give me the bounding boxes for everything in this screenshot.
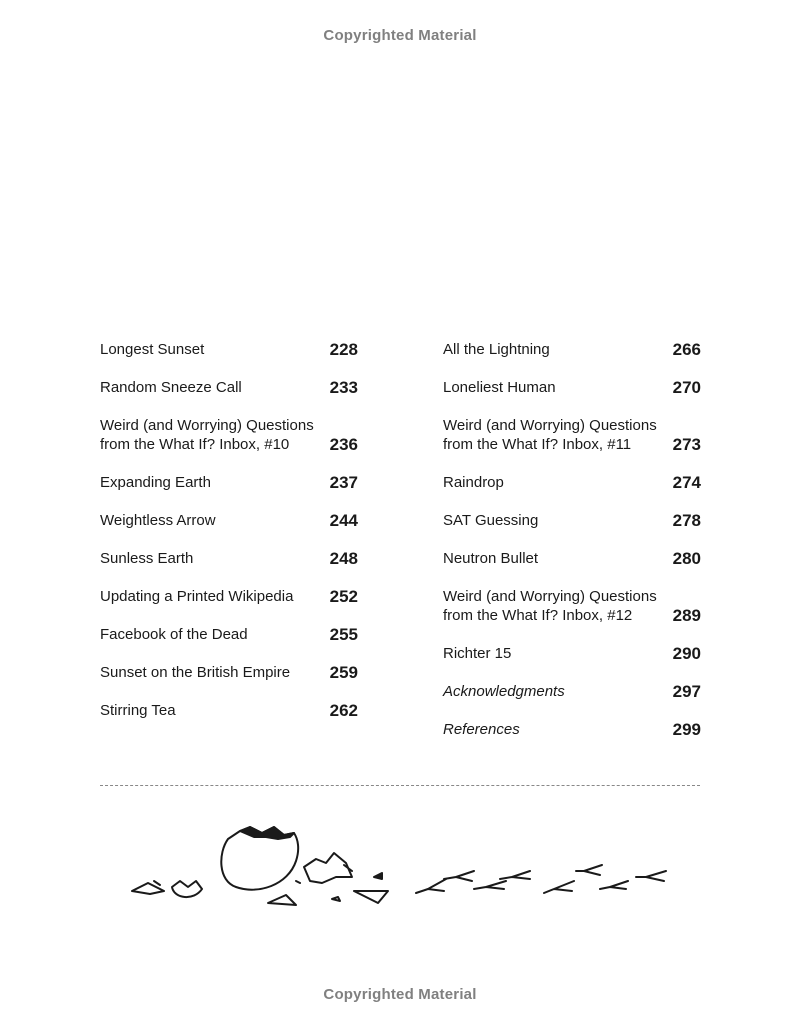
toc-entry-title: Sunless Earth: [100, 550, 194, 567]
toc-entry-title: Expanding Earth: [100, 474, 211, 491]
footprint-mark: [474, 881, 506, 889]
hatching-egg-illustration: [120, 815, 680, 915]
toc-entry[interactable]: [443, 511, 701, 530]
copyright-watermark-bottom: Copyrighted Material: [323, 986, 477, 1003]
toc-entry[interactable]: [100, 416, 358, 454]
shell-fragment: [268, 895, 296, 905]
copyright-watermark-top: Copyrighted Material: [323, 27, 477, 44]
toc-entry-title: Sunset on the British Empire: [100, 664, 291, 681]
toc-entry-title: References: [443, 721, 520, 738]
shell-fragment: [172, 881, 202, 897]
shell-fragment: [374, 873, 382, 879]
shell-fragment: [154, 881, 160, 885]
toc-entry-page: 262: [329, 701, 358, 720]
toc-column-right: [443, 340, 701, 758]
toc-entry-page: 248: [329, 549, 358, 568]
shell-fragment: [304, 853, 352, 883]
toc-entry-page: 252: [329, 587, 358, 606]
toc-entry-title: Weird (and Worrying) Questions from the What If? Inbox, #11: [443, 417, 657, 453]
toc-entry[interactable]: [100, 378, 358, 397]
shell-fragment: [332, 897, 340, 901]
toc-entry-page: 270: [672, 378, 701, 397]
toc-entry-title: Stirring Tea: [100, 702, 176, 719]
toc-entry-page: 233: [329, 378, 358, 397]
toc-entry[interactable]: [443, 587, 701, 625]
eggshell-top-fill: [240, 827, 294, 839]
footprint-mark: [444, 871, 474, 881]
toc-entry-page: 273: [672, 435, 701, 454]
toc-entry-page: 228: [329, 340, 358, 359]
toc-entry-title: Acknowledgments: [443, 683, 565, 700]
toc-entry-page: 289: [672, 606, 701, 625]
toc-entry-page: 236: [329, 435, 358, 454]
toc-entry-page: 274: [672, 473, 701, 492]
toc-entry-title: Loneliest Human: [443, 379, 556, 396]
toc-entry-title: Longest Sunset: [100, 341, 205, 358]
toc-entry[interactable]: [100, 625, 358, 644]
toc-entry[interactable]: [443, 416, 701, 454]
toc-entry-title: SAT Guessing: [443, 512, 539, 529]
toc-entry-title: All the Lightning: [443, 341, 550, 358]
footprint-mark: [416, 879, 446, 893]
toc-entry[interactable]: [100, 511, 358, 530]
toc-entry-title: Weird (and Worrying) Questions from the What If? Inbox, #12: [443, 588, 657, 624]
toc-entry-page: 266: [672, 340, 701, 359]
footprint-mark: [600, 881, 628, 889]
toc-entry-title: Weightless Arrow: [100, 512, 216, 529]
toc-entry-page: 259: [329, 663, 358, 682]
toc-entry-page: 255: [329, 625, 358, 644]
toc-entry[interactable]: [100, 340, 358, 359]
toc-entry-title: Random Sneeze Call: [100, 379, 242, 396]
toc-entry[interactable]: [443, 682, 701, 701]
toc-entry-page: 290: [672, 644, 701, 663]
toc-entry[interactable]: [100, 549, 358, 568]
toc-entry-page: 297: [672, 682, 701, 701]
shell-fragment: [296, 881, 300, 883]
toc-entry[interactable]: [100, 701, 358, 720]
footprint-mark: [576, 865, 602, 875]
footprint-mark: [636, 871, 666, 881]
toc-entry-title: Richter 15: [443, 645, 512, 662]
toc-entry-page: 299: [672, 720, 701, 739]
toc-entry[interactable]: [100, 473, 358, 492]
toc-entry[interactable]: [100, 587, 358, 606]
toc-entry-page: 244: [329, 511, 358, 530]
toc-entry[interactable]: [443, 340, 701, 359]
footprint-mark: [500, 871, 530, 879]
shell-fragment: [354, 891, 388, 903]
toc-entry[interactable]: [443, 720, 701, 739]
toc-entry[interactable]: [443, 473, 701, 492]
toc-entry-page: 237: [329, 473, 358, 492]
toc-entry-title: Facebook of the Dead: [100, 626, 248, 643]
toc-entry[interactable]: [443, 378, 701, 397]
toc-entry[interactable]: [443, 549, 701, 568]
toc-entry-page: 278: [672, 511, 701, 530]
dashed-divider: [100, 785, 700, 786]
toc-entry[interactable]: [100, 663, 358, 682]
toc-entry-title: Updating a Printed Wikipedia: [100, 588, 294, 605]
toc-entry-page: 280: [672, 549, 701, 568]
toc-entry[interactable]: [443, 644, 701, 663]
toc-entry-title: Neutron Bullet: [443, 550, 539, 567]
toc-column-left: [100, 340, 358, 739]
toc-entry-title: Raindrop: [443, 474, 504, 491]
toc-entry-title: Weird (and Worrying) Questions from the What If? Inbox, #10: [100, 417, 314, 453]
footprint-mark: [544, 881, 574, 893]
